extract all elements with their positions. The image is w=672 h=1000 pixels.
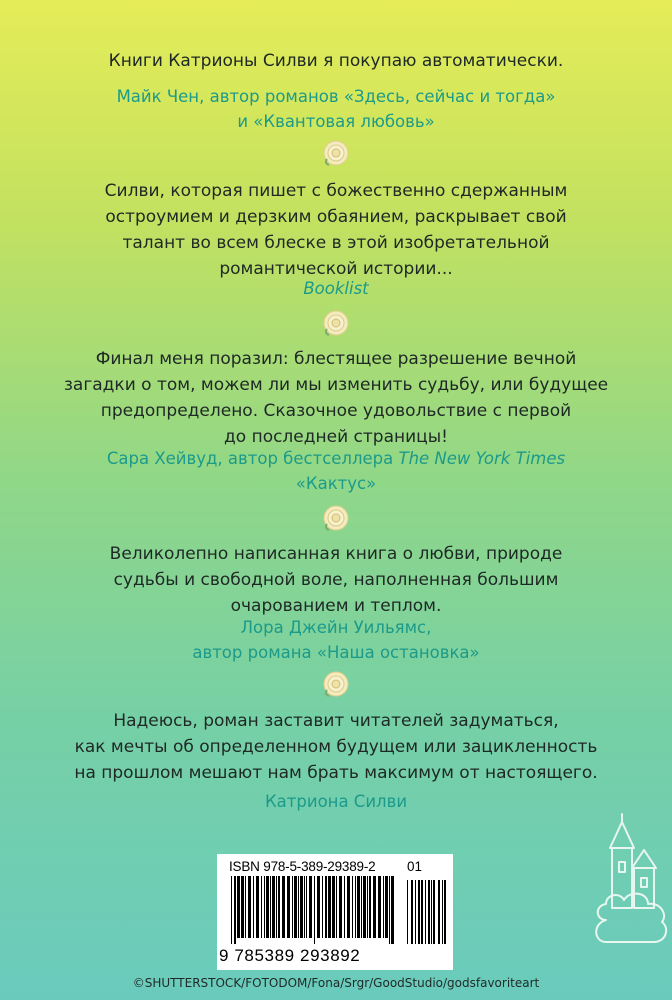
barcode-bar — [278, 876, 280, 938]
rose-icon — [321, 503, 351, 533]
barcode-bar — [270, 876, 271, 938]
quote-1-credit — [0, 84, 672, 134]
barcode-bar — [245, 876, 246, 938]
quote-line: остроумием и дерзким обаянием, раскрывает свой — [105, 207, 567, 227]
barcode-addon-bar — [431, 880, 432, 944]
barcode-bar — [256, 876, 259, 938]
barcode-bar — [389, 876, 390, 944]
barcode-bar — [369, 876, 371, 938]
barcode-bar — [344, 876, 345, 938]
quote-line: загадки о том, можем ли мы изменить судьбу, или будущее — [63, 375, 609, 395]
barcode-addon-bar — [418, 880, 420, 944]
barcode-bar — [357, 876, 360, 938]
credit-line: Сара Хейвуд, автор бестселлера — [106, 449, 399, 468]
barcode-box — [217, 854, 453, 970]
barcode-bar — [314, 876, 315, 944]
barcode-bar — [306, 876, 307, 938]
barcode-bar — [276, 876, 277, 938]
credit-line: автор романа «Наша остановка» — [192, 643, 480, 662]
barcode-bar — [292, 876, 293, 938]
quote-1-text — [0, 48, 672, 74]
quote-line: Силви, которая пишет с божественно сдержанным — [104, 181, 568, 201]
quote-line: Книги Катрионы Силви я покупаю автоматически. — [108, 51, 564, 71]
barcode-bar — [248, 876, 251, 938]
credit-line: Катриона Силви — [264, 792, 408, 811]
ean-digits: 9 785389 293892 — [219, 946, 361, 965]
quote-3-text — [0, 346, 672, 450]
credit-line: и «Квантовая любовь» — [237, 112, 435, 131]
barcode-addon-bar — [428, 880, 430, 944]
quote-line: Великолепно написанная книга о любви, природе — [109, 544, 563, 564]
barcode-addon-bar — [442, 880, 443, 944]
quote-line: Надеюсь, роман заставит читателей задуматься, — [113, 711, 559, 731]
quote-line: романтической истории... — [219, 259, 453, 279]
quote-line: на прошлом мешают нам брать максимум от настоящего. — [74, 763, 598, 783]
castle-cloud-icon — [592, 810, 672, 960]
barcode-bar — [336, 876, 337, 938]
barcode-bar — [282, 876, 285, 938]
credit-publication: The New York Times — [398, 449, 566, 468]
barcode-bar — [361, 876, 362, 938]
copyright-credit: ©SHUTTERSTOCK/FOTODOM/Fona/Srgr/GoodStudio/godsfavoriteart — [132, 976, 540, 990]
isbn-label: ISBN 978-5-389-29389-2 — [229, 859, 376, 874]
quote-5-text — [0, 708, 672, 786]
isbn-addon: 01 — [407, 859, 423, 874]
barcode-bar — [253, 876, 254, 938]
quote-line: талант во всем блеске в этой изобретательной — [122, 233, 550, 253]
barcode-addon-bar — [415, 880, 416, 944]
barcode-bar — [309, 876, 312, 938]
barcode-bar — [352, 876, 353, 938]
quote-line: Финал меня поразил: блестящее разрешение вечной — [95, 349, 577, 369]
barcode-bar — [355, 876, 356, 938]
barcode-addon-bar — [407, 880, 408, 944]
rose-icon — [321, 308, 351, 338]
barcode-bar — [328, 876, 331, 938]
barcode-bar — [261, 876, 262, 938]
barcode-bar — [272, 876, 275, 938]
credit-source: Booklist — [303, 279, 369, 298]
barcode-bars — [217, 876, 453, 946]
credit-line: Лора Джейн Уильямс, — [240, 618, 432, 637]
barcode-bar — [332, 876, 335, 938]
barcode-addon-bar — [438, 880, 440, 944]
barcode-bar — [266, 876, 269, 938]
barcode-bar — [339, 876, 342, 938]
barcode-bar — [241, 876, 244, 938]
quote-2-text — [0, 178, 672, 282]
quote-line: как мечты об определенном будущем или зацикленность — [74, 737, 598, 757]
quote-line: очарованием и теплом. — [230, 596, 442, 616]
barcode-bar — [383, 876, 384, 938]
quote-5-credit — [0, 789, 672, 814]
barcode-addon-bar — [411, 880, 413, 944]
quote-line: до последней страницы! — [224, 427, 448, 447]
barcode-bar — [231, 876, 232, 944]
barcode-bar — [363, 876, 366, 938]
credit-line: «Кактус» — [295, 474, 377, 493]
barcode-bar — [325, 876, 327, 938]
barcode-bar — [378, 876, 381, 938]
barcode-bar — [373, 876, 376, 938]
barcode-bar — [264, 876, 265, 938]
barcode-bar — [237, 876, 240, 938]
barcode-bar — [298, 876, 299, 938]
quote-2-credit — [0, 276, 672, 301]
barcode-bar — [385, 876, 388, 938]
barcode-bar — [391, 876, 394, 944]
barcode-bar — [367, 876, 368, 938]
barcode-bar — [294, 876, 297, 938]
quote-line: предопределено. Сказочное удовольствие с первой — [100, 401, 572, 421]
barcode-bar — [322, 876, 323, 938]
barcode-bar — [347, 876, 350, 938]
quote-3-credit — [0, 446, 672, 496]
quote-line: судьбы и свободной воле, наполненная большим — [113, 570, 559, 590]
quote-4-text — [0, 541, 672, 619]
barcode-addon-bar — [444, 880, 446, 944]
barcode-addon-bar — [425, 880, 426, 944]
barcode-addon-bar — [433, 880, 435, 944]
barcode-addon-bar — [421, 880, 423, 944]
barcode-bar — [234, 876, 236, 944]
barcode-bar — [300, 876, 303, 938]
rose-icon — [321, 138, 351, 168]
barcode-bar — [287, 876, 290, 938]
barcode-bar — [304, 876, 305, 938]
credit-line: Майк Чен, автор романов «Здесь, сейчас и тогда» — [116, 87, 556, 106]
rose-icon — [321, 669, 351, 699]
barcode-bar — [317, 876, 320, 938]
quote-4-credit — [0, 615, 672, 665]
